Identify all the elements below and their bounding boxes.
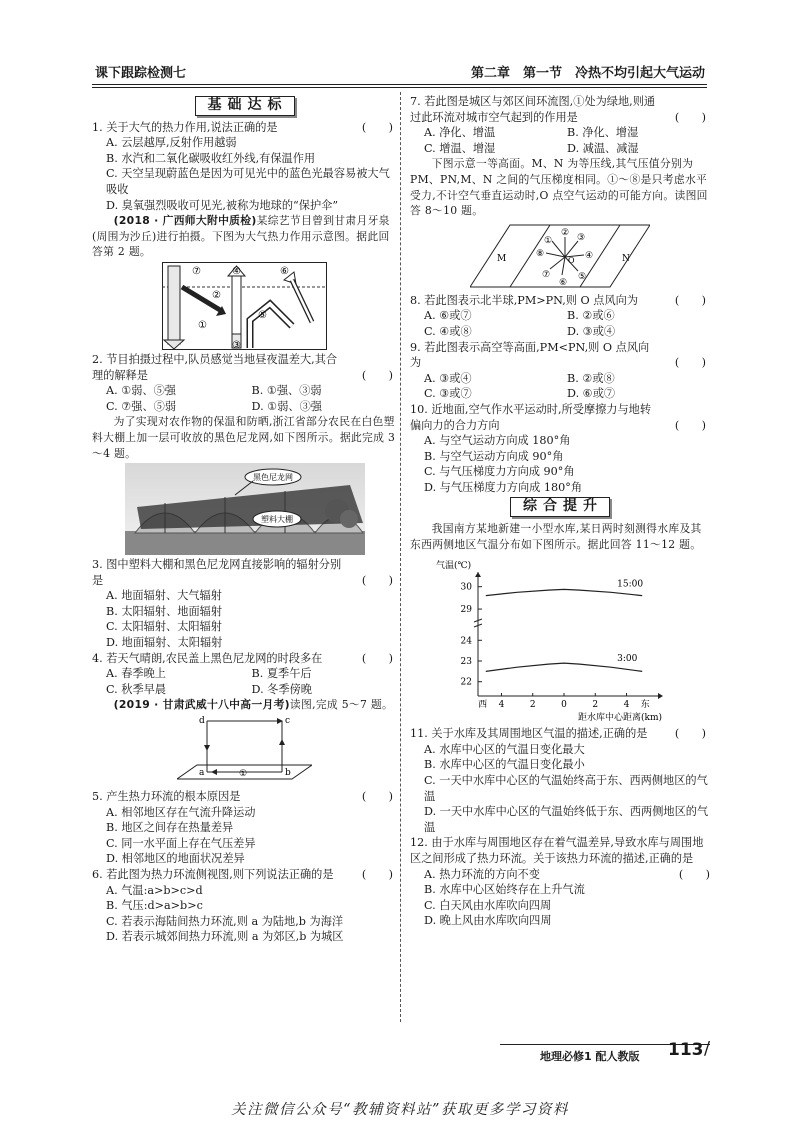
y-tick-label: 23 xyxy=(460,657,472,668)
q10-option-b: B. 与空气运动方向成 90°角 xyxy=(424,449,564,463)
q7-option-d: D. 减温、减湿 xyxy=(567,141,639,155)
fig3-label-7: ⑦ xyxy=(542,269,551,280)
intro-q3: 为了实现对农作物的保温和防晒,浙江省部分农民在白色塑料大棚上加一层可收放的黑色尼龙网,如下图所示。据此完成 3～4 题。 xyxy=(92,415,396,460)
series-label-0: 15:00 xyxy=(617,579,644,590)
fig3-label-2: ② xyxy=(561,227,570,238)
q8-option-d: D. ③或④ xyxy=(567,324,616,338)
isobar-diagram xyxy=(470,221,650,291)
x-tick-label: 西 xyxy=(478,700,488,711)
section-basic: 基础达标 xyxy=(92,96,397,116)
q7-option-a: A. 净化、增温 xyxy=(424,126,496,140)
fig3-label-6: ⑥ xyxy=(559,277,568,288)
q1-option-a: A. 云层越厚,反射作用越弱 xyxy=(106,136,237,150)
q4-option-c: C. 秋季早晨 xyxy=(106,682,167,696)
question-3: 3. 图中塑料大棚和黑色尼龙网直接影响的辐射分别是 ( ) A. 地面辐射、大气辐射 B. 太阳辐射、地面辐射 C. 太阳辐射、太阳辐射 D. 地面辐射、太阳辐射 xyxy=(92,557,397,651)
y-axis-label: 气温(℃) xyxy=(436,561,472,572)
q7-option-b: B. 净化、增湿 xyxy=(567,126,639,140)
photo-label-greenhouse: 塑料大棚 xyxy=(260,515,293,525)
photo-label-nylon-net: 黑色尼龙网 xyxy=(252,473,293,483)
q5-option-d: D. 相邻地区的地面状况差异 xyxy=(106,852,245,866)
q9-option-a: A. ③或④ xyxy=(424,371,472,385)
q5-option-b: B. 地区之间存在热量差异 xyxy=(106,821,234,835)
intro-q2: (2018 · 广西师大附中质检)某综艺节目曾到甘肃月牙泉(周围为沙丘)进行拍摄。下图为大气热力作用示意图。据此回答第 2 题。 xyxy=(92,214,390,259)
q3-option-b: B. 太阳辐射、地面辐射 xyxy=(106,604,223,618)
q12-option-c: C. 白天风由水库吹向四周 xyxy=(424,898,552,912)
question-9: 9. 若此图表示高空等高面,PM<PN,则 O 点风向为 ( ) A. ③或④ B. ②或⑧ C. ③或⑦ D. ⑥或⑦ xyxy=(410,340,710,402)
fig3-label-8: ⑧ xyxy=(536,248,545,259)
q2-option-a: A. ①弱、⑤强 xyxy=(106,384,176,398)
fig2-label-b: b xyxy=(285,768,291,779)
question-2: 2. 节目拍摄过程中,队员感觉当地昼夜温差大,其合理的解释是 ( ) A. ①弱、⑤强 B. ①强、③弱 C. ⑦强、⑤弱 D. ①弱、③强 xyxy=(92,352,397,414)
fig1-label-1: ① xyxy=(198,319,207,331)
intro-q8: 下图示意一等高面。M、N 为等压线,其气压值分别为 PM、PN,M、N 之间的气压梯度相同。①～⑧是只考虑水平受力,不计空气垂直运动时,O 点空气运动的可能方向。读图回答 8～10 题。 xyxy=(410,157,708,218)
y-axis-arrow xyxy=(475,572,481,577)
series-label-1: 3:00 xyxy=(617,654,638,665)
x-axis-label: 距水库中心距离(km) xyxy=(577,713,662,724)
question-6: 6. 若此图为热力环流侧视图,则下列说法正确的是 ( ) A. 气温:a>b>c>d B. 气压:d>a>b>c C. 若表示海陆间热力环流,则 a 为陆地,b 为海洋 D. 若表示城郊间热力环流,则 a 为郊区,b 为城区 xyxy=(92,867,397,945)
y-tick-label: 29 xyxy=(460,605,472,616)
q10-option-c: C. 与气压梯度力方向成 90°角 xyxy=(424,465,575,479)
q2-option-c: C. ⑦强、⑤弱 xyxy=(106,399,177,413)
fig1-label-4: ④ xyxy=(232,265,241,277)
footer-slash: / xyxy=(704,1038,711,1059)
header-rule xyxy=(92,84,707,85)
header-rule-thin xyxy=(92,87,707,88)
x-tick-label: 2 xyxy=(592,700,599,711)
q12-option-d: D. 晚上风由水库吹向四周 xyxy=(424,914,552,928)
section-comprehensive: 综合提升 xyxy=(410,497,710,517)
y-tick-label: 22 xyxy=(460,677,472,688)
question-4: 4. 若天气晴朗,农民盖上黑色尼龙网的时段多在 ( ) A. 春季晚上 B. 夏季午后 C. 秋季早晨 D. 冬季傍晚 xyxy=(92,651,397,698)
question-8: 8. 若此图表示北半球,PM>PN,则 O 点风向为 ( ) A. ⑥或⑦ B. ②或⑥ C. ④或⑧ D. ③或④ xyxy=(410,293,710,340)
x-axis-arrow xyxy=(658,693,663,699)
x-tick-label: 2 xyxy=(529,700,536,711)
q8-option-a: A. ⑥或⑦ xyxy=(424,309,472,323)
q11-option-d: D. 一天中水库中心区的气温始终低于东、西两侧地区的气温 xyxy=(424,805,709,834)
q11-option-c: C. 一天中水库中心区的气温始终高于东、西两侧地区的气温 xyxy=(424,774,708,803)
q6-option-a: A. 气温:a>b>c>d xyxy=(106,883,203,897)
fig3-label-o: O xyxy=(568,255,575,265)
q6-option-c: C. 若表示海陆间热力环流,则 a 为陆地,b 为海洋 xyxy=(106,914,344,928)
fig2-label-c: c xyxy=(285,716,291,727)
q5-option-c: C. 同一水平面上存在气压差异 xyxy=(106,836,256,850)
q3-option-d: D. 地面辐射、太阳辐射 xyxy=(106,636,223,650)
intro-q11: 我国南方某地新建一小型水库,某日两时刻测得水库及其东西两侧地区气温分布如下图所示。据此回答 11～12 题。 xyxy=(410,522,702,551)
fig2-label-d: d xyxy=(199,716,205,727)
fig1-label-6: ⑥ xyxy=(280,265,289,277)
q5-option-a: A. 相邻地区存在气流升降运动 xyxy=(106,805,256,819)
q2-option-b: B. ①强、③弱 xyxy=(251,384,322,398)
fig3-label-5: ⑤ xyxy=(578,271,587,282)
q1-option-d: D. 臭氧强烈吸收可见光,被称为地球的“保护伞” xyxy=(106,198,339,212)
q2-option-d: D. ①弱、③强 xyxy=(251,399,322,413)
fig1-label-7: ⑦ xyxy=(192,265,201,277)
question-11: 11. 关于水库及其周围地区气温的描述,正确的是 ( ) A. 水库中心区的气温日变化最大 B. 水库中心区的气温日变化最小 C. 一天中水库中心区的气温始终高于东、西两侧地区的气温 D. 一天中水库中心区的气温始终低于东、西两侧地区的气温 xyxy=(410,727,709,834)
question-1: 1. 关于大气的热力作用,说法正确的是 ( ) A. 云层越厚,反射作用越弱 B. 水汽和二氧化碳吸收红外线,有保温作用 C. 天空呈现蔚蓝色是因为可见光中的蓝色光最容易被大气吸收 D. 臭氧强烈吸收可见光,被称为地球的“保护伞” xyxy=(92,120,397,214)
thermal-circulation-diagram xyxy=(177,715,312,787)
question-10: 10. 近地面,空气作水平运动时,所受摩擦力与地转偏向力的合力方向 ( ) A. 与空气运动方向成 180°角 B. 与空气运动方向成 90°角 C. 与气压梯度力方向成 90°角 D. 与气压梯度力方向成 180°角 xyxy=(410,402,710,496)
q9-option-d: D. ⑥或⑦ xyxy=(567,387,616,401)
q11-option-b: B. 水库中心区的气温日变化最小 xyxy=(424,758,585,772)
header-right: 第二章 第一节 冷热不均引起大气运动 xyxy=(470,66,705,81)
q10-option-d: D. 与气压梯度力方向成 180°角 xyxy=(424,480,583,494)
bottom-note: 关注微信公众号“教辅资料站”获取更多学习资料 xyxy=(231,1102,569,1118)
fig3-label-4: ④ xyxy=(585,250,594,261)
q3-option-a: A. 地面辐射、大气辐射 xyxy=(106,589,222,603)
q3-option-c: C. 太阳辐射、太阳辐射 xyxy=(106,620,222,634)
page-number: 113 xyxy=(668,1040,704,1060)
atmosphere-heat-diagram xyxy=(162,262,327,350)
q1-option-b: B. 水汽和二氧化碳吸收红外线,有保温作用 xyxy=(106,151,316,165)
temperature-chart xyxy=(430,554,690,724)
q8-option-c: C. ④或⑧ xyxy=(424,324,472,338)
right-column xyxy=(410,94,710,929)
q6-option-b: B. 气压:d>a>b>c xyxy=(106,899,203,913)
footer-book: 地理必修1 配人教版 xyxy=(540,1050,640,1063)
fig1-label-2: ② xyxy=(212,289,221,301)
fig1-label-5: ⑤ xyxy=(258,309,267,321)
q9-option-c: C. ③或⑦ xyxy=(424,387,472,401)
fig3-label-3: ③ xyxy=(577,232,586,243)
y-tick-label: 24 xyxy=(460,636,472,647)
question-12: 12. 由于水库与周围地区存在着气温差异,导致水库与周围地区之间形成了热力环流。关于该热力环流的描述,正确的是 ( ) A. 热力环流的方向不变 B. 水库中心区始终存在上升气流 C. 白天风由水库吹向四周 D. 晚上风由水库吹向四周 xyxy=(410,836,710,928)
greenhouse-photo xyxy=(125,463,365,555)
x-tick-label: 4 xyxy=(623,700,630,711)
left-column xyxy=(92,94,397,945)
fig2-label-1: ① xyxy=(239,769,248,780)
fig3-label-n: N xyxy=(622,253,630,264)
x-tick-label: 东 xyxy=(640,700,650,711)
y-tick-label: 30 xyxy=(460,582,472,593)
q6-option-d: D. 若表示城郊间热力环流,则 a 为郊区,b 为城区 xyxy=(106,930,344,944)
column-divider xyxy=(400,92,401,1022)
q4-option-a: A. 春季晚上 xyxy=(106,667,166,681)
series-line-0 xyxy=(486,590,642,596)
q12-option-b: B. 水库中心区始终存在上升气流 xyxy=(424,883,585,897)
q4-option-b: B. 夏季午后 xyxy=(251,667,312,681)
intro-q5: (2019 · 甘肃武威十八中高一月考)读图,完成 5～7 题。 xyxy=(113,698,394,712)
fig3-label-m: M xyxy=(497,253,507,264)
series-line-1 xyxy=(486,663,642,671)
x-tick-label: 0 xyxy=(561,700,567,711)
q10-option-a: A. 与空气运动方向成 180°角 xyxy=(424,434,571,448)
q7-option-c: C. 增温、增湿 xyxy=(424,141,496,155)
q11-option-a: A. 水库中心区的气温日变化最大 xyxy=(424,742,585,756)
fig2-label-a: a xyxy=(199,768,205,779)
x-tick-label: 4 xyxy=(498,700,505,711)
q4-option-d: D. 冬季傍晚 xyxy=(251,682,312,696)
q9-option-b: B. ②或⑧ xyxy=(567,371,615,385)
q8-option-b: B. ②或⑥ xyxy=(567,309,615,323)
question-7: 7. 若此图是城区与郊区间环流图,①处为绿地,则通过此环流对城市空气起到的作用是 ( ) A. 净化、增温 B. 净化、增湿 C. 增温、增湿 D. 减温、减湿 xyxy=(410,94,710,156)
question-5: 5. 产生热力环流的根本原因是 ( ) A. 相邻地区存在气流升降运动 B. 地区之间存在热量差异 C. 同一水平面上存在气压差异 D. 相邻地区的地面状况差异 xyxy=(92,789,397,867)
q12-option-a: A. 热力环流的方向不变 xyxy=(424,867,540,881)
fig1-label-3: ③ xyxy=(232,339,241,350)
q1-option-c: C. 天空呈现蔚蓝色是因为可见光中的蓝色光最容易被大气吸收 xyxy=(106,167,390,196)
header-left: 课下跟踪检测七 xyxy=(95,66,187,81)
fig3-label-1: ① xyxy=(544,235,553,246)
